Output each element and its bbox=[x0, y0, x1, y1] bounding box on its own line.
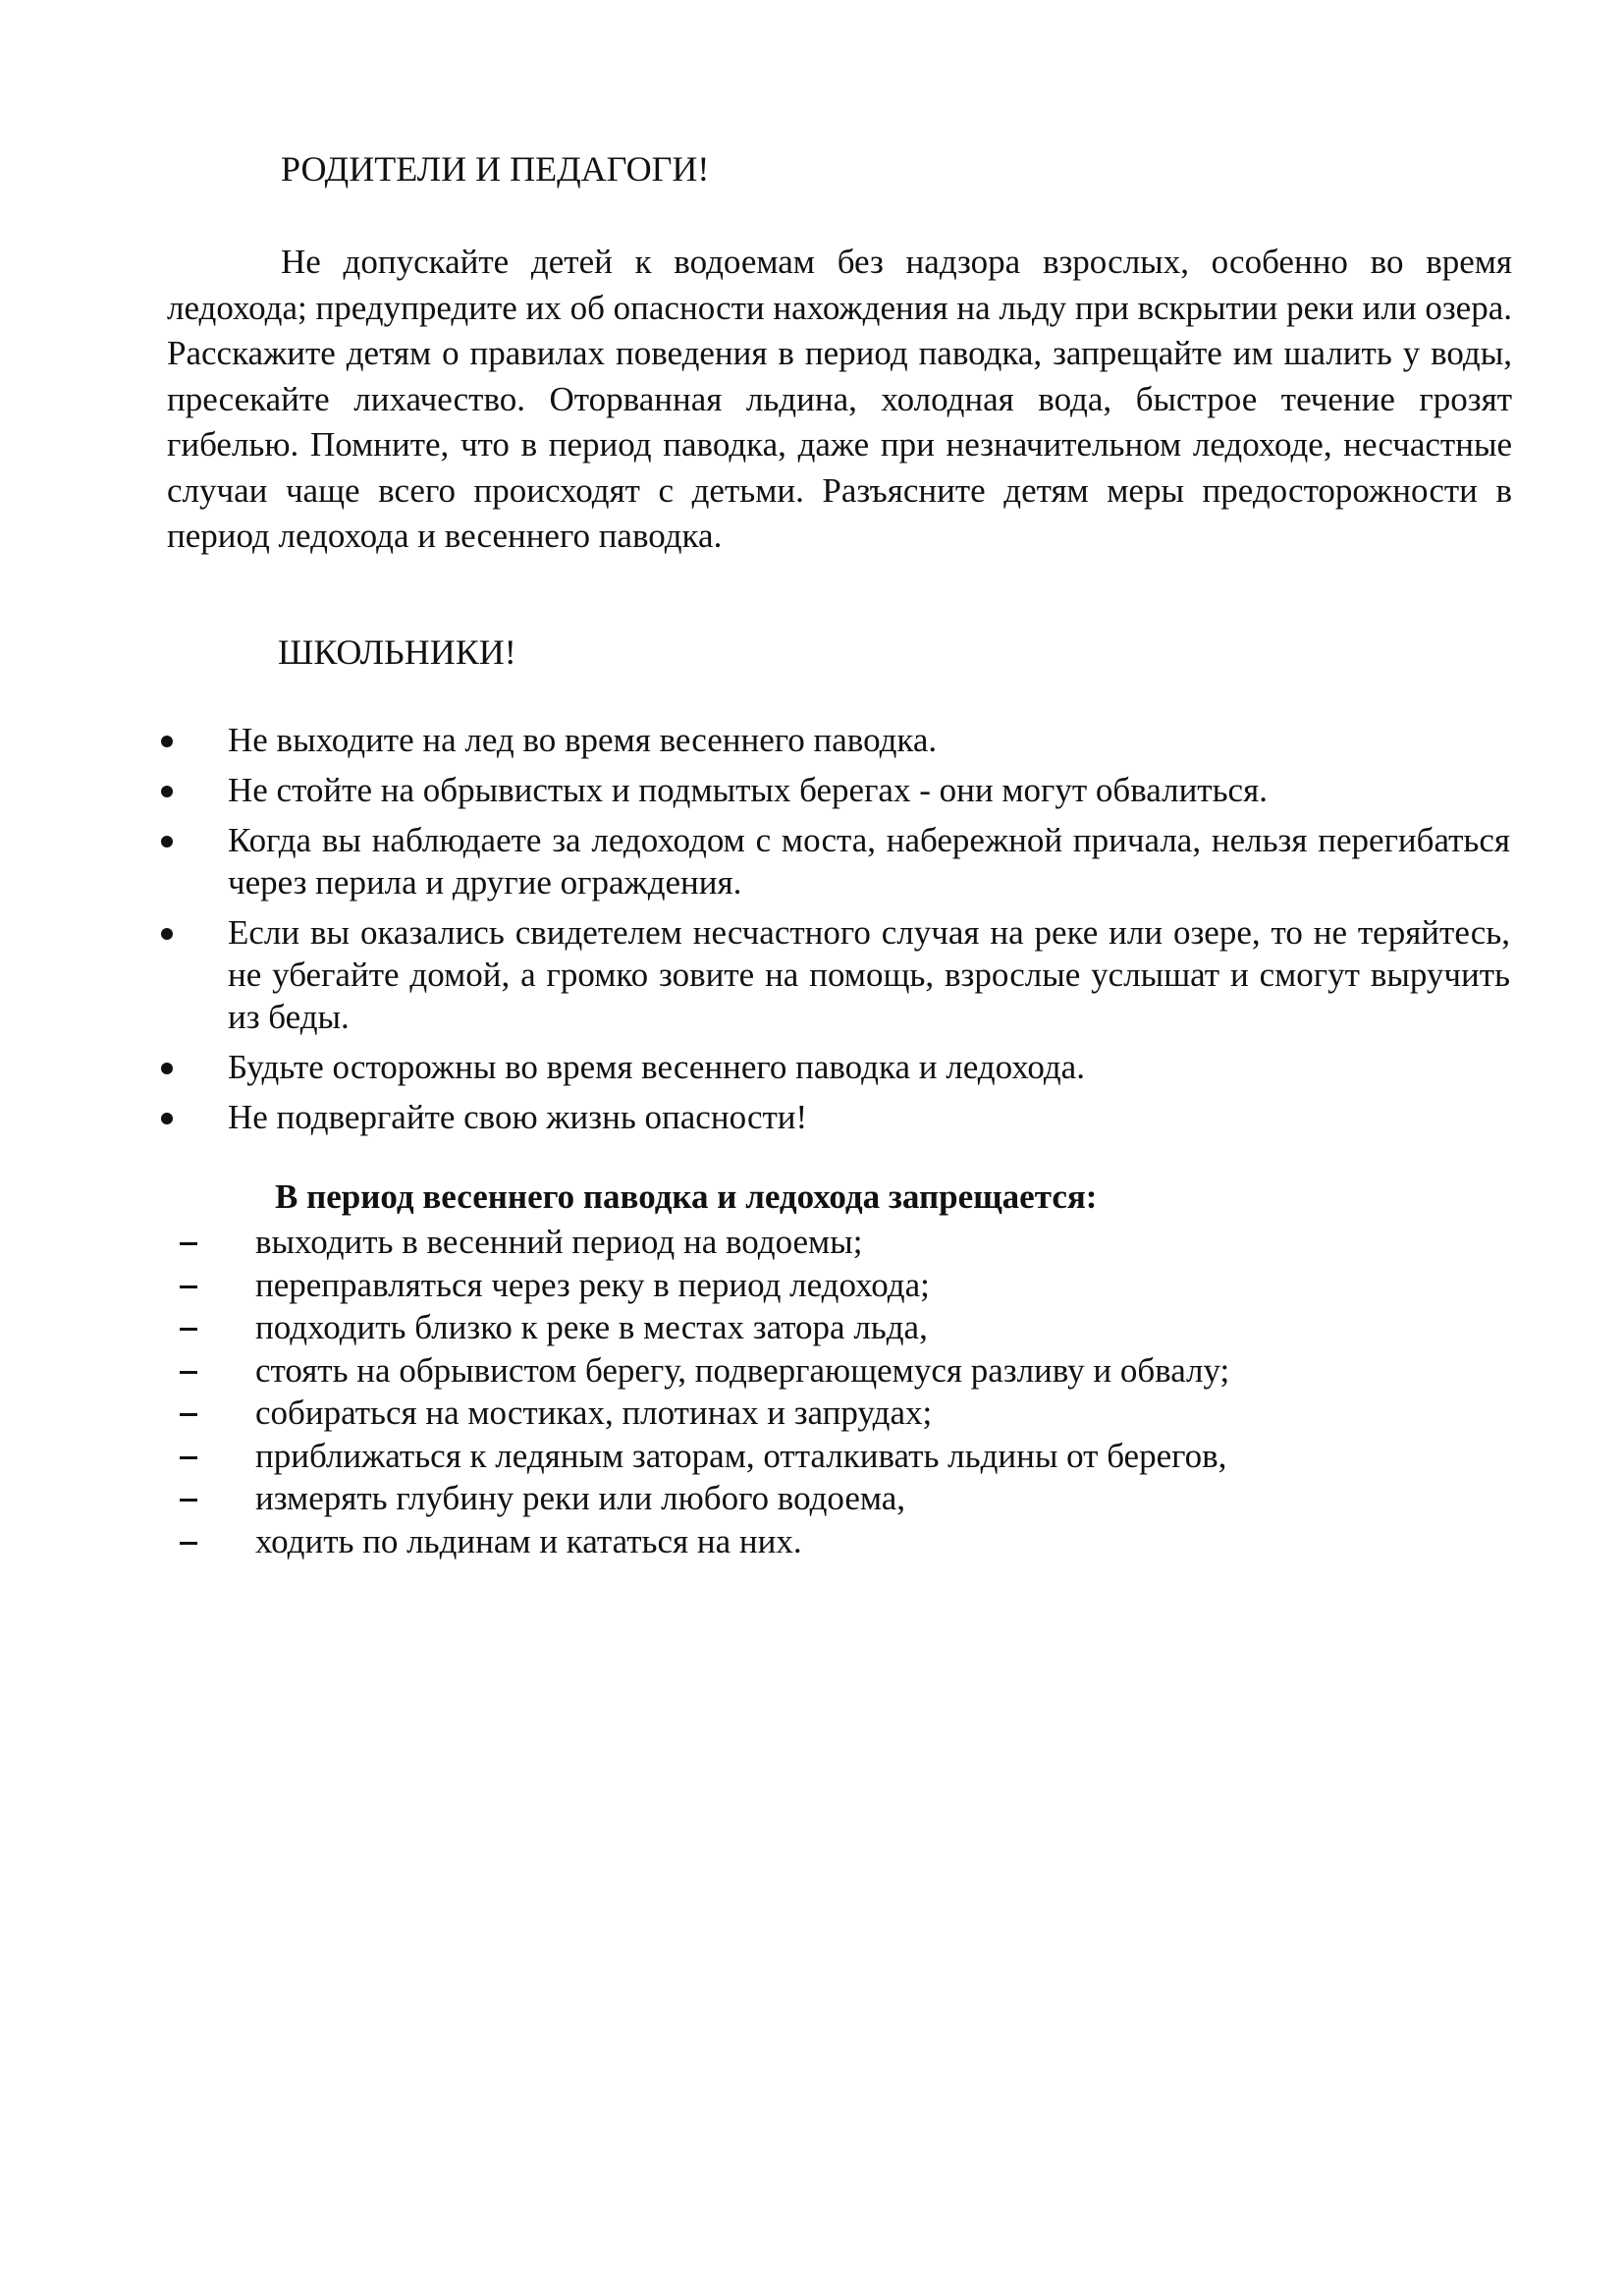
list-item-text: Будьте осторожны во время весеннего паводка и ледохода. bbox=[228, 1048, 1085, 1086]
dash-icon bbox=[180, 1499, 197, 1502]
parents-teachers-heading: РОДИТЕЛИ И ПЕДАГОГИ! bbox=[281, 149, 710, 189]
parents-warning-paragraph: Не допускайте детей к водоемам без надзора взрослых, особенно во время ледохода; предупредите их об опасности нахождения на льду при вскрытии реки или озера. Расскажите детям о правилах поведения в период паводка, запрещайте им шалить у воды, пресекайте лихачество. Оторванная льдина, холодная вода, быстрое течение грозят гибелью. Помните, что в период паводка, даже при незначительном ледоходе, несчастные случаи чаще всего происходят с детьми. Разъясните детям меры предосторожности в период ледохода и весеннего паводка. bbox=[167, 243, 1512, 555]
dash-icon bbox=[180, 1328, 197, 1331]
list-item-text: Когда вы наблюдаете за ледоходом с моста, набережной причала, нельзя перегибаться через перила и другие ограждения. bbox=[228, 821, 1510, 902]
list-item bbox=[0, 1221, 1624, 1264]
bullet-icon bbox=[161, 736, 173, 747]
list-item bbox=[0, 911, 1624, 1038]
list-item bbox=[0, 819, 1624, 903]
bullet-icon bbox=[161, 1063, 173, 1074]
list-item bbox=[0, 1392, 1624, 1435]
prohibited-actions-list bbox=[0, 1221, 1624, 1562]
dash-icon bbox=[180, 1542, 197, 1545]
list-item bbox=[0, 1264, 1624, 1307]
list-item bbox=[0, 769, 1624, 811]
list-item bbox=[0, 1435, 1624, 1478]
list-item-text: Не выходите на лед во время весеннего паводка. bbox=[228, 721, 938, 759]
list-item-text: переправляться через реку в период ледохода; bbox=[255, 1265, 930, 1304]
dash-icon bbox=[180, 1371, 197, 1374]
students-heading: ШКОЛЬНИКИ! bbox=[278, 632, 516, 672]
bullet-icon bbox=[161, 928, 173, 940]
dash-icon bbox=[180, 1413, 197, 1416]
list-item bbox=[0, 1349, 1624, 1393]
list-item-text: ходить по льдинам и кататься на них. bbox=[255, 1521, 802, 1560]
list-item-text: Если вы оказались свидетелем несчастного случая на реке или озере, то не теряйтесь, не убегайте домой, а громко зовите на помощь, взрослые услышат и смогут выручить из беды. bbox=[228, 913, 1510, 1036]
dash-icon bbox=[180, 1242, 197, 1245]
students-rules-list bbox=[0, 719, 1624, 1146]
list-item-text: Не подвергайте свою жизнь опасности! bbox=[228, 1098, 808, 1136]
bullet-icon bbox=[161, 1113, 173, 1124]
bullet-icon bbox=[161, 836, 173, 847]
dash-icon bbox=[180, 1456, 197, 1459]
dash-icon bbox=[180, 1285, 197, 1288]
bullet-icon bbox=[161, 786, 173, 797]
list-item-text: Не стойте на обрывистых и подмытых берегах - они могут обвалиться. bbox=[228, 771, 1268, 809]
list-item bbox=[0, 719, 1624, 761]
list-item bbox=[0, 1306, 1624, 1349]
list-item-text: стоять на обрывистом берегу, подвергающемуся разливу и обвалу; bbox=[255, 1350, 1230, 1390]
list-item-text: собираться на мостиках, плотинах и запрудах; bbox=[255, 1394, 933, 1432]
list-item-text: измерять глубину реки или любого водоема, bbox=[255, 1479, 906, 1517]
list-item bbox=[0, 1096, 1624, 1138]
list-item bbox=[0, 1520, 1624, 1563]
list-item-text: выходить в весенний период на водоемы; bbox=[255, 1223, 863, 1261]
list-item-text: приближаться к ледяным заторам, отталкивать льдины от берегов, bbox=[255, 1436, 1227, 1475]
list-item-text: подходить близко к реке в местах затора льда, bbox=[255, 1308, 928, 1346]
list-item bbox=[0, 1046, 1624, 1088]
prohibited-heading: В период весеннего паводка и ледохода запрещается: bbox=[275, 1177, 1098, 1216]
list-item bbox=[0, 1477, 1624, 1520]
